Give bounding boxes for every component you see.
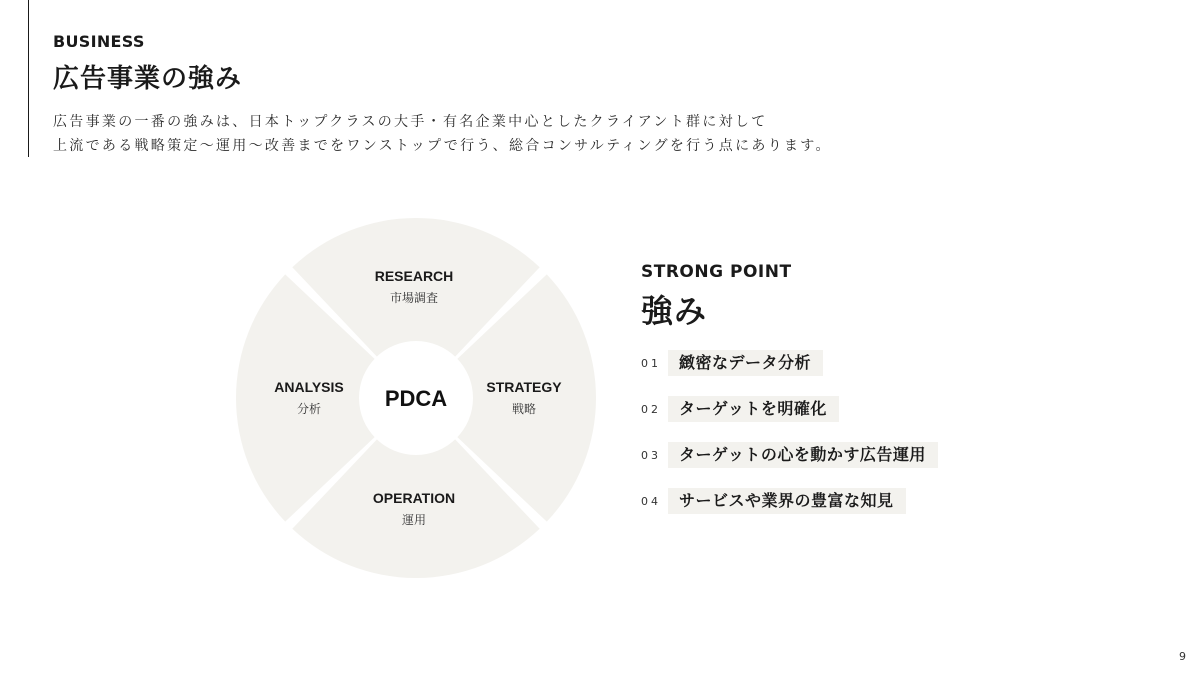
pdca-cycle-diagram bbox=[236, 218, 596, 578]
item-number: 04 bbox=[641, 494, 661, 508]
segment-strategy-label: STRATEGY bbox=[486, 379, 562, 395]
page-title: 広告事業の強み bbox=[53, 64, 243, 94]
strong-point-eyebrow: STRONG POINT bbox=[641, 262, 792, 282]
strong-point-list bbox=[641, 350, 938, 534]
list-item bbox=[641, 488, 938, 514]
section-eyebrow: BUSINESS bbox=[53, 32, 145, 51]
item-text: 緻密なデータ分析 bbox=[668, 350, 823, 376]
segment-analysis-sub: 分析 bbox=[296, 402, 322, 416]
accent-vertical-line bbox=[28, 0, 29, 157]
list-item bbox=[641, 350, 938, 376]
page-number: 9 bbox=[1179, 650, 1186, 663]
segment-operation-sub: 運用 bbox=[401, 513, 427, 527]
item-text: サービスや業界の豊富な知見 bbox=[668, 488, 906, 514]
pdca-center-label: PDCA bbox=[384, 386, 448, 411]
strong-point-title: 強み bbox=[641, 292, 708, 330]
item-text: ターゲットの心を動かす広告運用 bbox=[668, 442, 938, 468]
item-number: 01 bbox=[641, 356, 661, 370]
item-number: 03 bbox=[641, 448, 661, 462]
lead-paragraph bbox=[53, 110, 832, 158]
list-item bbox=[641, 396, 938, 422]
lead-line-2: 上流である戦略策定〜運用〜改善までをワンストップで行う、総合コンサルティングを行う点にあります。 bbox=[53, 138, 832, 154]
item-number: 02 bbox=[641, 402, 661, 416]
segment-operation-label: OPERATION bbox=[372, 490, 456, 506]
item-text: ターゲットを明確化 bbox=[668, 396, 839, 422]
segment-research-sub: 市場調査 bbox=[389, 291, 439, 305]
segment-strategy-sub: 戦略 bbox=[511, 402, 537, 416]
segment-analysis-label: ANALYSIS bbox=[274, 379, 344, 395]
segment-research-label: RESEARCH bbox=[374, 268, 454, 284]
lead-line-1: 広告事業の一番の強みは、日本トップクラスの大手・有名企業中心としたクライアント群に対して bbox=[53, 114, 768, 130]
list-item bbox=[641, 442, 938, 468]
